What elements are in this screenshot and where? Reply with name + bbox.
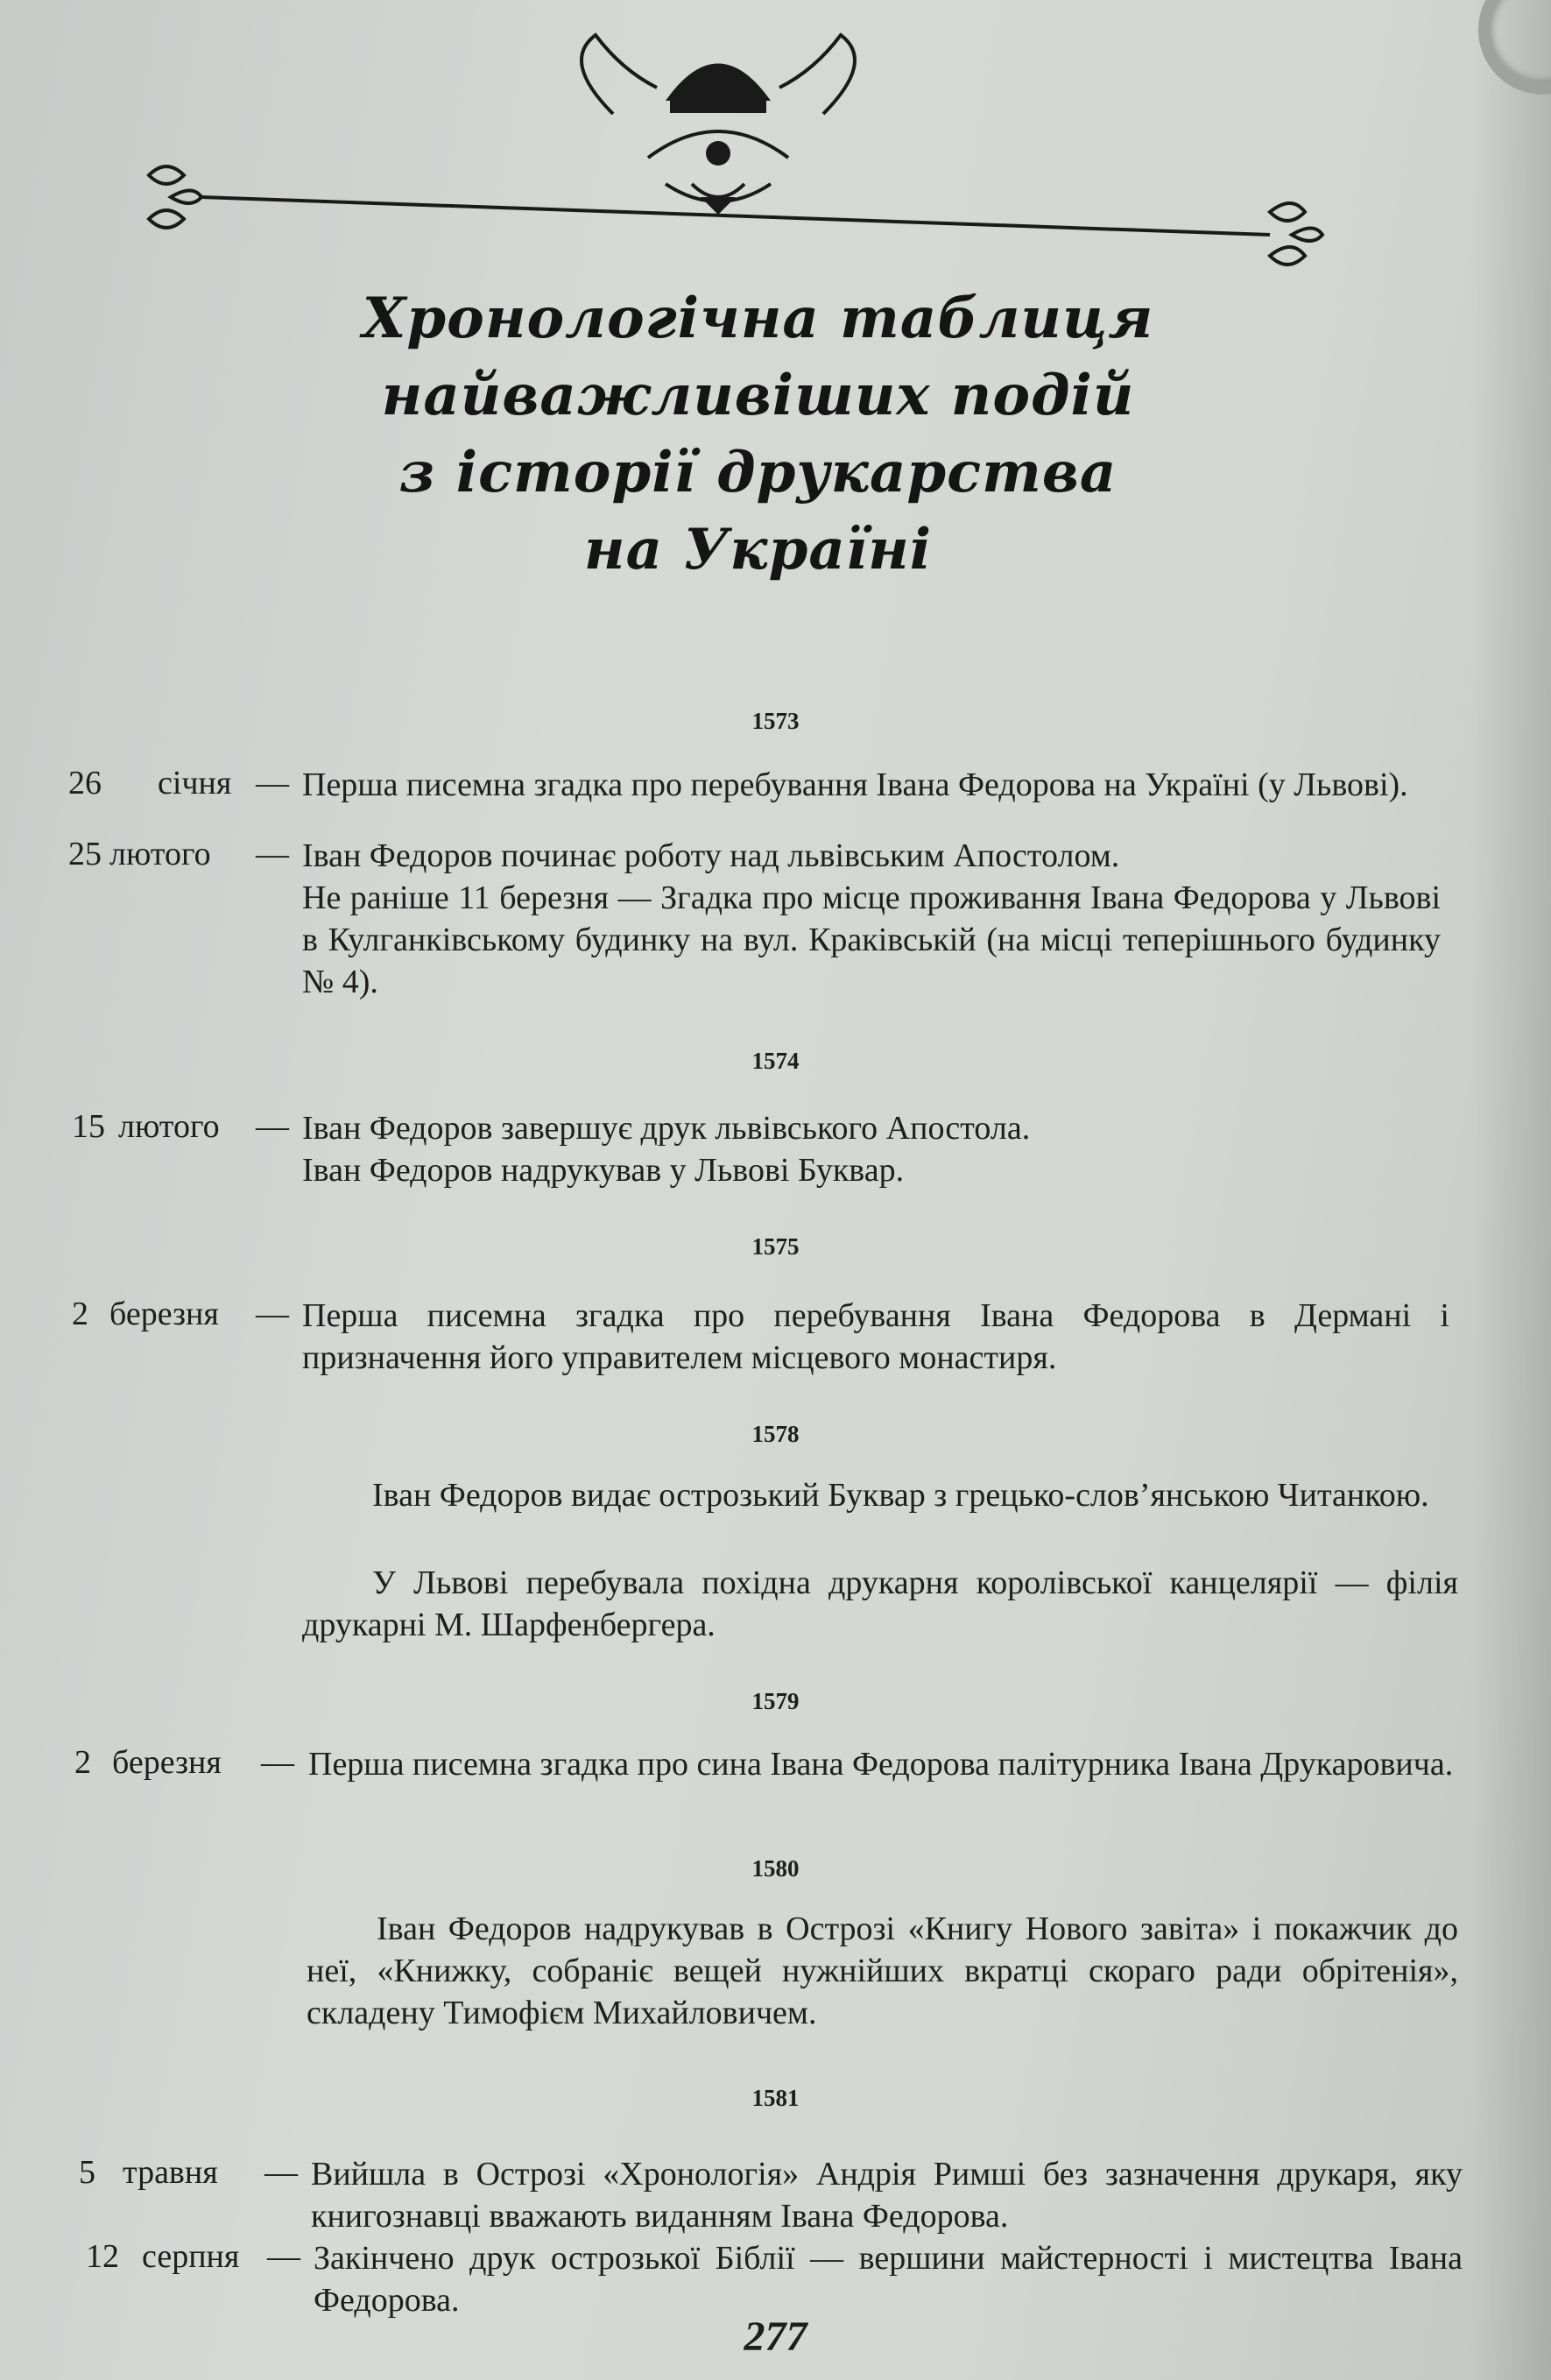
entry-text: У Львові перебувала похідна друкарня королівської канцелярії — філія друкарні М. Шарфенбергера.: [302, 1564, 1458, 1643]
entry-month: березня: [109, 1296, 219, 1332]
year-heading: 1579: [751, 1688, 800, 1714]
page-number: 277: [744, 2313, 807, 2360]
year-heading: 1574: [751, 1048, 800, 1074]
page-title: [0, 280, 1551, 589]
entry-text: Перша писемна згадка про перебування Івана Федорова на Україні (у Львові).: [302, 766, 1408, 803]
entry-day: 12: [86, 2238, 119, 2275]
entry-text: Іван Федоров надрукував у Львові Буквар.: [302, 1152, 905, 1189]
entry-month: серпня: [142, 2238, 240, 2275]
entry-day: 26: [68, 765, 102, 802]
entry-dash: —: [256, 1108, 289, 1145]
year-heading: 1580: [751, 1855, 800, 1882]
entry-text: Вийшла в Острозі «Хронологія» Андрія Римші без зазначення друкаря, яку книгознавці вважають виданням Івана Федорова.: [311, 2156, 1463, 2235]
entry-text: Закінчено друк острозької Біблії — вершини майстерності і мистецтва Івана Федорова.: [314, 2240, 1463, 2319]
title-line: з історії друкарства: [398, 440, 1117, 505]
title-line: Хронологічна таблиця: [362, 286, 1154, 351]
entry-text: Не раніше 11 березня — Згадка про місце проживання Івана Федорова у Львові в Кулганківському будинку на вул. Краківській (на місці теперішнього будинку № 4).: [302, 879, 1441, 1000]
year-heading: 1575: [751, 1233, 800, 1260]
entry-text: Іван Федоров надрукував в Острозі «Книгу Нового завіта» і покажчик до неї, «Книжку, собраніє вещей нужнійших вкратці скораго ради обрітенія», складену Тимофієм Михайловичем.: [307, 1910, 1458, 2031]
title-line: на Україні: [583, 517, 933, 583]
entry-text: Іван Федоров починає роботу над львівським Апостолом.: [302, 837, 1120, 874]
entry-text: Перша писемна згадка про сина Івана Федорова палітурника Івана Друкаровича.: [308, 1746, 1454, 1783]
headpiece-ornament: [123, 9, 1349, 272]
entry-month: січня: [158, 765, 232, 802]
entry-dash: —: [261, 1744, 294, 1781]
entry-dash: —: [256, 836, 289, 872]
entry-dash: —: [267, 2238, 300, 2275]
entry-text: Іван Федоров видає острозький Буквар з грецько-слов’янською Читанкою.: [372, 1477, 1429, 1514]
entry-day: 2: [74, 1744, 91, 1781]
entry-dash: —: [256, 1296, 289, 1332]
entry-dash: —: [256, 765, 289, 802]
entry-month: травня: [123, 2154, 218, 2191]
entry-day: 15: [72, 1108, 105, 1145]
entry-text: Іван Федоров завершує друк львівського Апостола.: [302, 1110, 1031, 1147]
year-heading: 1578: [751, 1421, 800, 1447]
entry-month: березня: [112, 1744, 222, 1781]
entry-month: лютого: [118, 1108, 220, 1145]
title-line: найважливіших подій: [381, 363, 1135, 428]
entry-text: Перша писемна згадка про перебування Івана Федорова в Дермані і призначення його управителем місцевого монастиря.: [302, 1297, 1449, 1376]
year-heading: 1581: [751, 2085, 800, 2111]
entry-month: лютого: [109, 836, 211, 872]
entry-day: 25: [68, 836, 102, 872]
entry-day: 5: [79, 2154, 95, 2191]
entry-day: 2: [72, 1296, 88, 1332]
year-heading: 1573: [751, 708, 800, 734]
entry-dash: —: [264, 2154, 298, 2191]
